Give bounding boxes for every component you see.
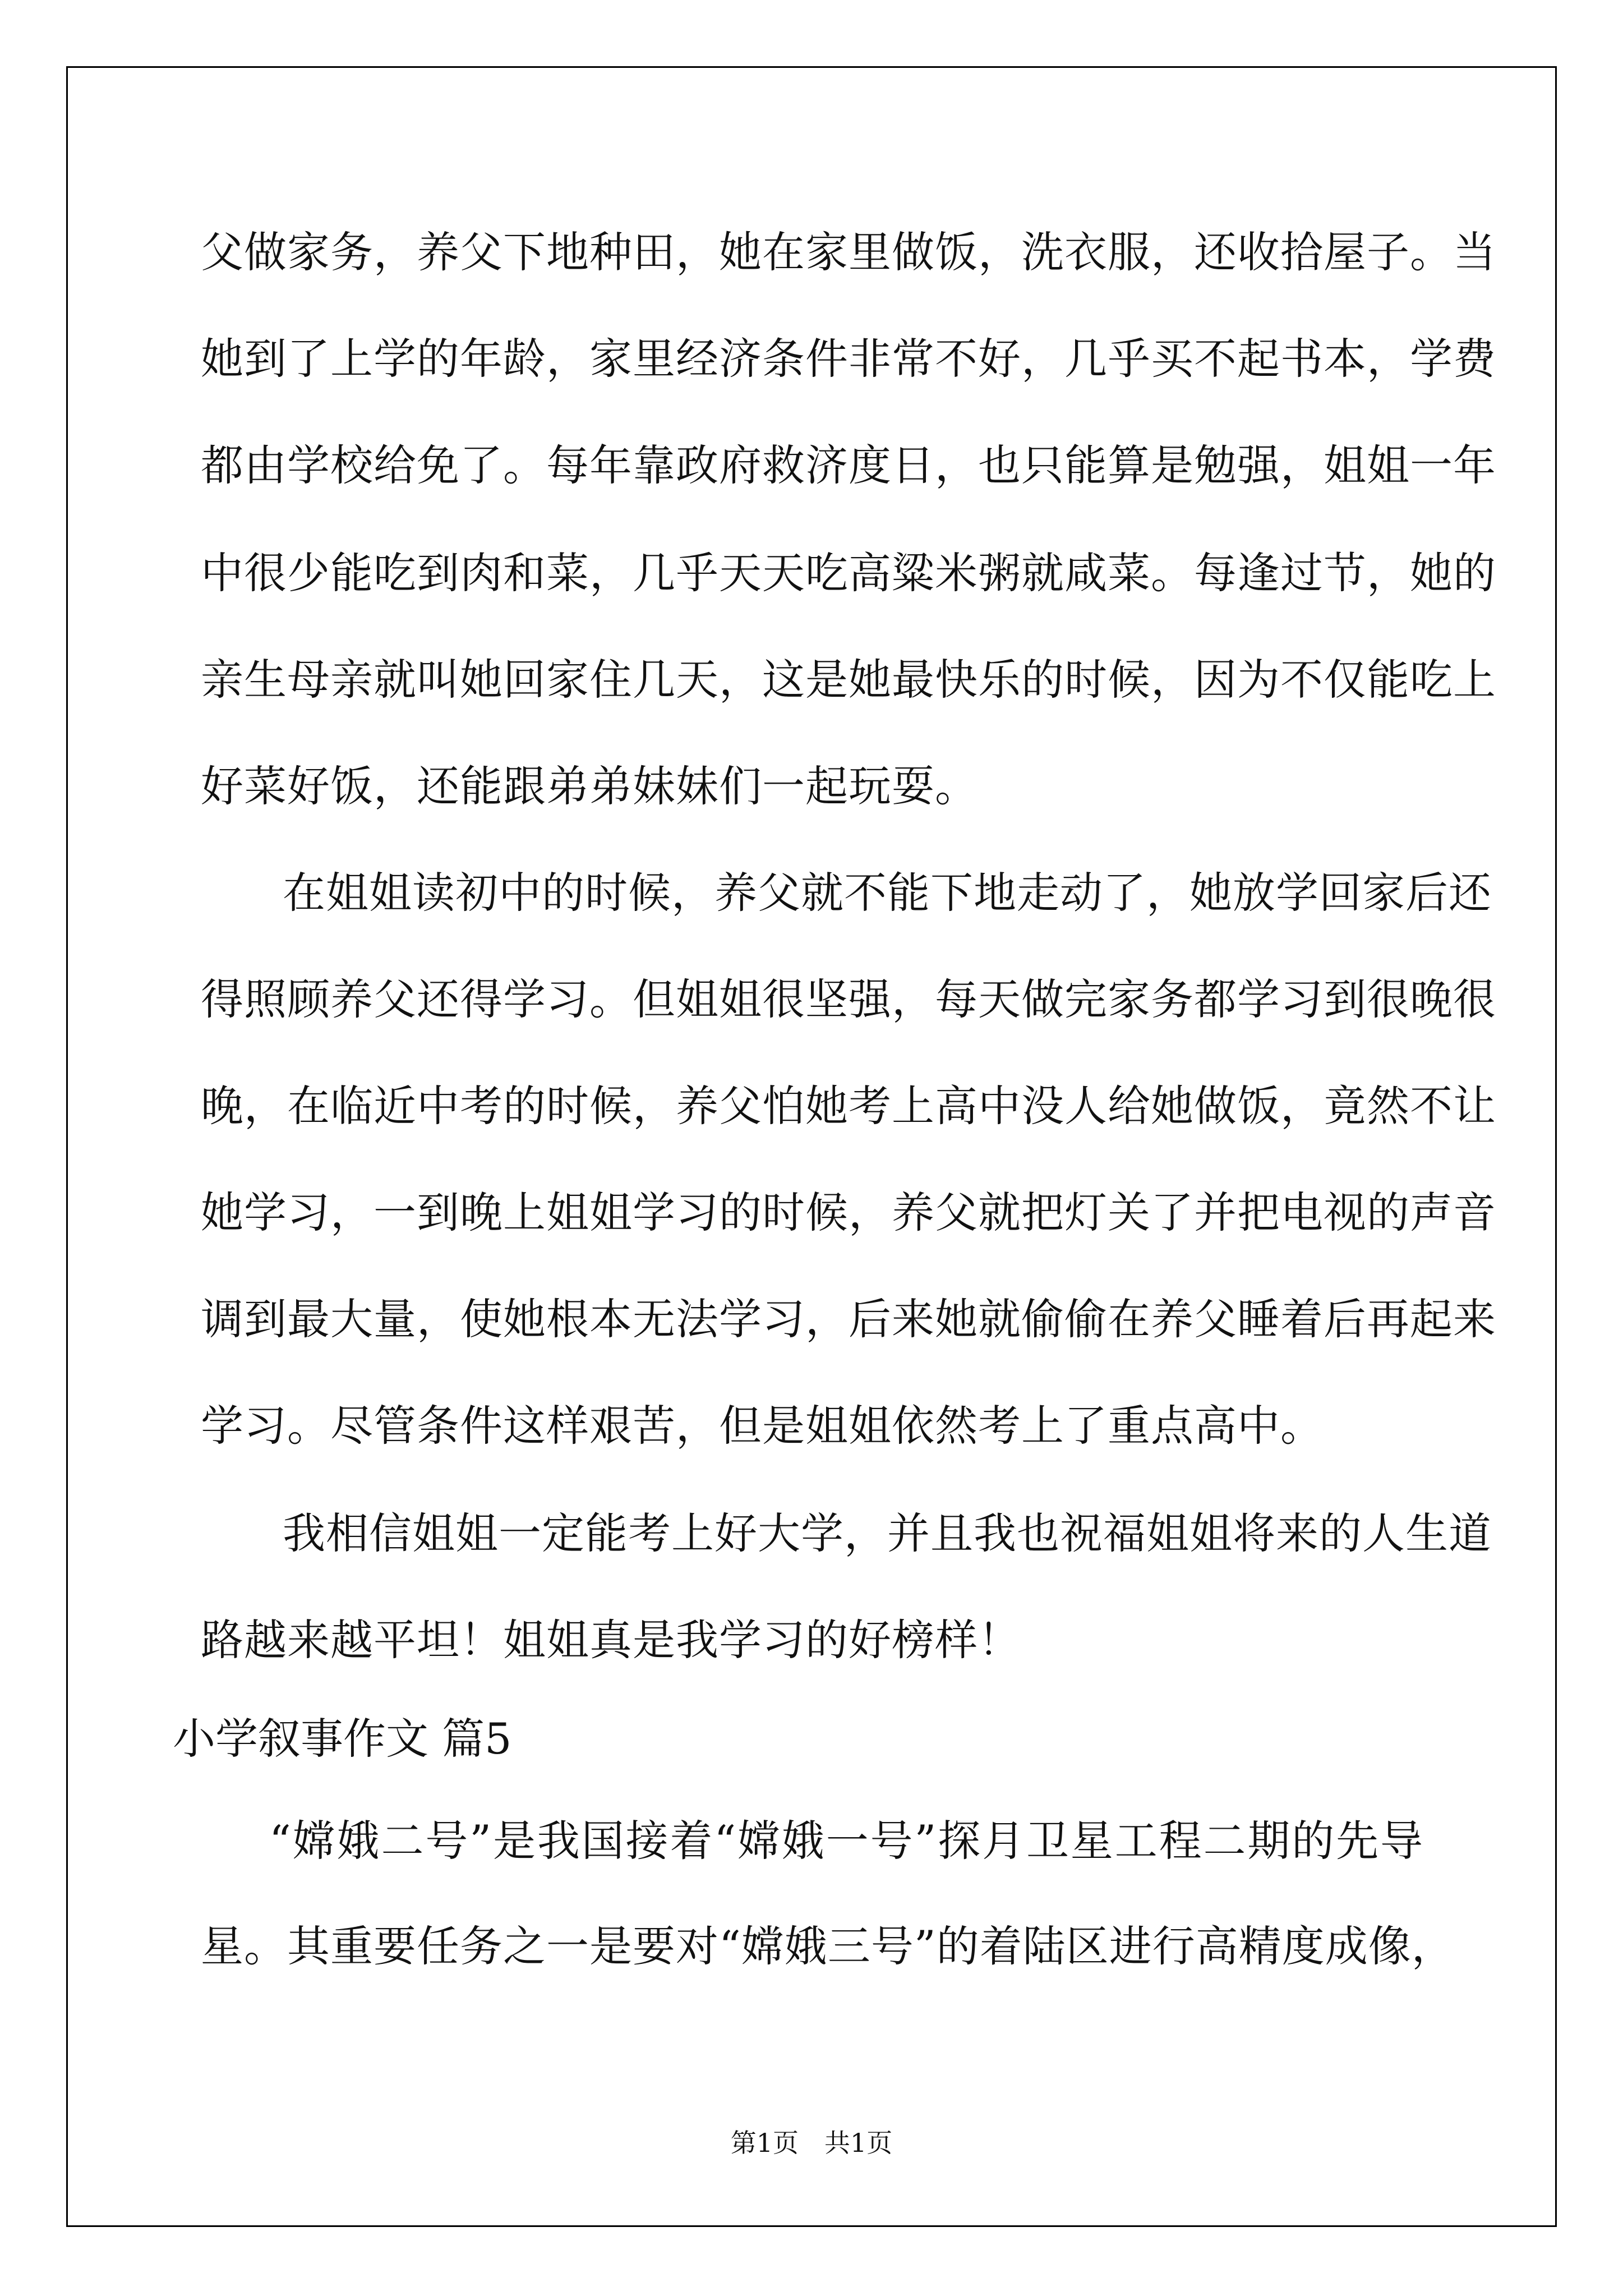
paragraph-2-line-1: 在姐姐读初中的时候，养父就不能下地走动了，她放学回家后还 [283, 868, 1492, 918]
paragraph-2-line-6: 学习。尽管条件这样艰苦，但是姐姐依然考上了重点高中。 [201, 1401, 1324, 1451]
paragraph-1-line-5: 亲生母亲就叫她回家住几天，这是她最快乐的时候，因为不仅能吃上 [201, 655, 1496, 705]
paragraph-2-line-4: 她学习，一到晚上姐姐学习的时候，养父就把灯关了并把电视的声音 [201, 1188, 1496, 1237]
section-heading: 小学叙事作文 篇5 [173, 1714, 512, 1764]
paragraph-3-line-2: 路越来越平坦！姐姐真是我学习的好榜样！ [201, 1615, 1021, 1665]
paragraph-1-line-6: 好菜好饭，还能跟弟弟妹妹们一起玩耍。 [201, 761, 978, 811]
paragraph-4-line-2: 星。其重要任务之一是要对“嫦娥三号”的着陆区进行高精度成像， [201, 1921, 1455, 1971]
paragraph-1-line-3: 都由学校给免了。每年靠政府救济度日，也只能算是勉强，姐姐一年 [201, 440, 1496, 490]
paragraph-4-line-1: “嫦娥二号”是我国接着“嫦娥一号”探月卫星工程二期的先导 [269, 1816, 1423, 1866]
paragraph-1-line-1: 父做家务，养父下地种田，她在家里做饭，洗衣服，还收拾屋子。当 [201, 227, 1496, 277]
page-number-footer: 第1页 共1页 [730, 2128, 893, 2158]
paragraph-1-line-4: 中很少能吃到肉和菜，几乎天天吃高粱米粥就咸菜。每逢过节，她的 [201, 548, 1496, 598]
paragraph-1-line-2: 她到了上学的年龄，家里经济条件非常不好，几乎买不起书本，学费 [201, 334, 1496, 384]
paragraph-2-line-3: 晚，在临近中考的时候，养父怕她考上高中没人给她做饭，竟然不让 [201, 1081, 1496, 1131]
page-border [66, 66, 1557, 2227]
paragraph-2-line-2: 得照顾养父还得学习。但姐姐很坚强，每天做完家务都学习到很晚很 [201, 974, 1496, 1024]
paragraph-2-line-5: 调到最大量，使她根本无法学习，后来她就偷偷在养父睡着后再起来 [201, 1294, 1496, 1344]
paragraph-3-line-1: 我相信姐姐一定能考上好大学，并且我也祝福姐姐将来的人生道 [283, 1508, 1492, 1558]
